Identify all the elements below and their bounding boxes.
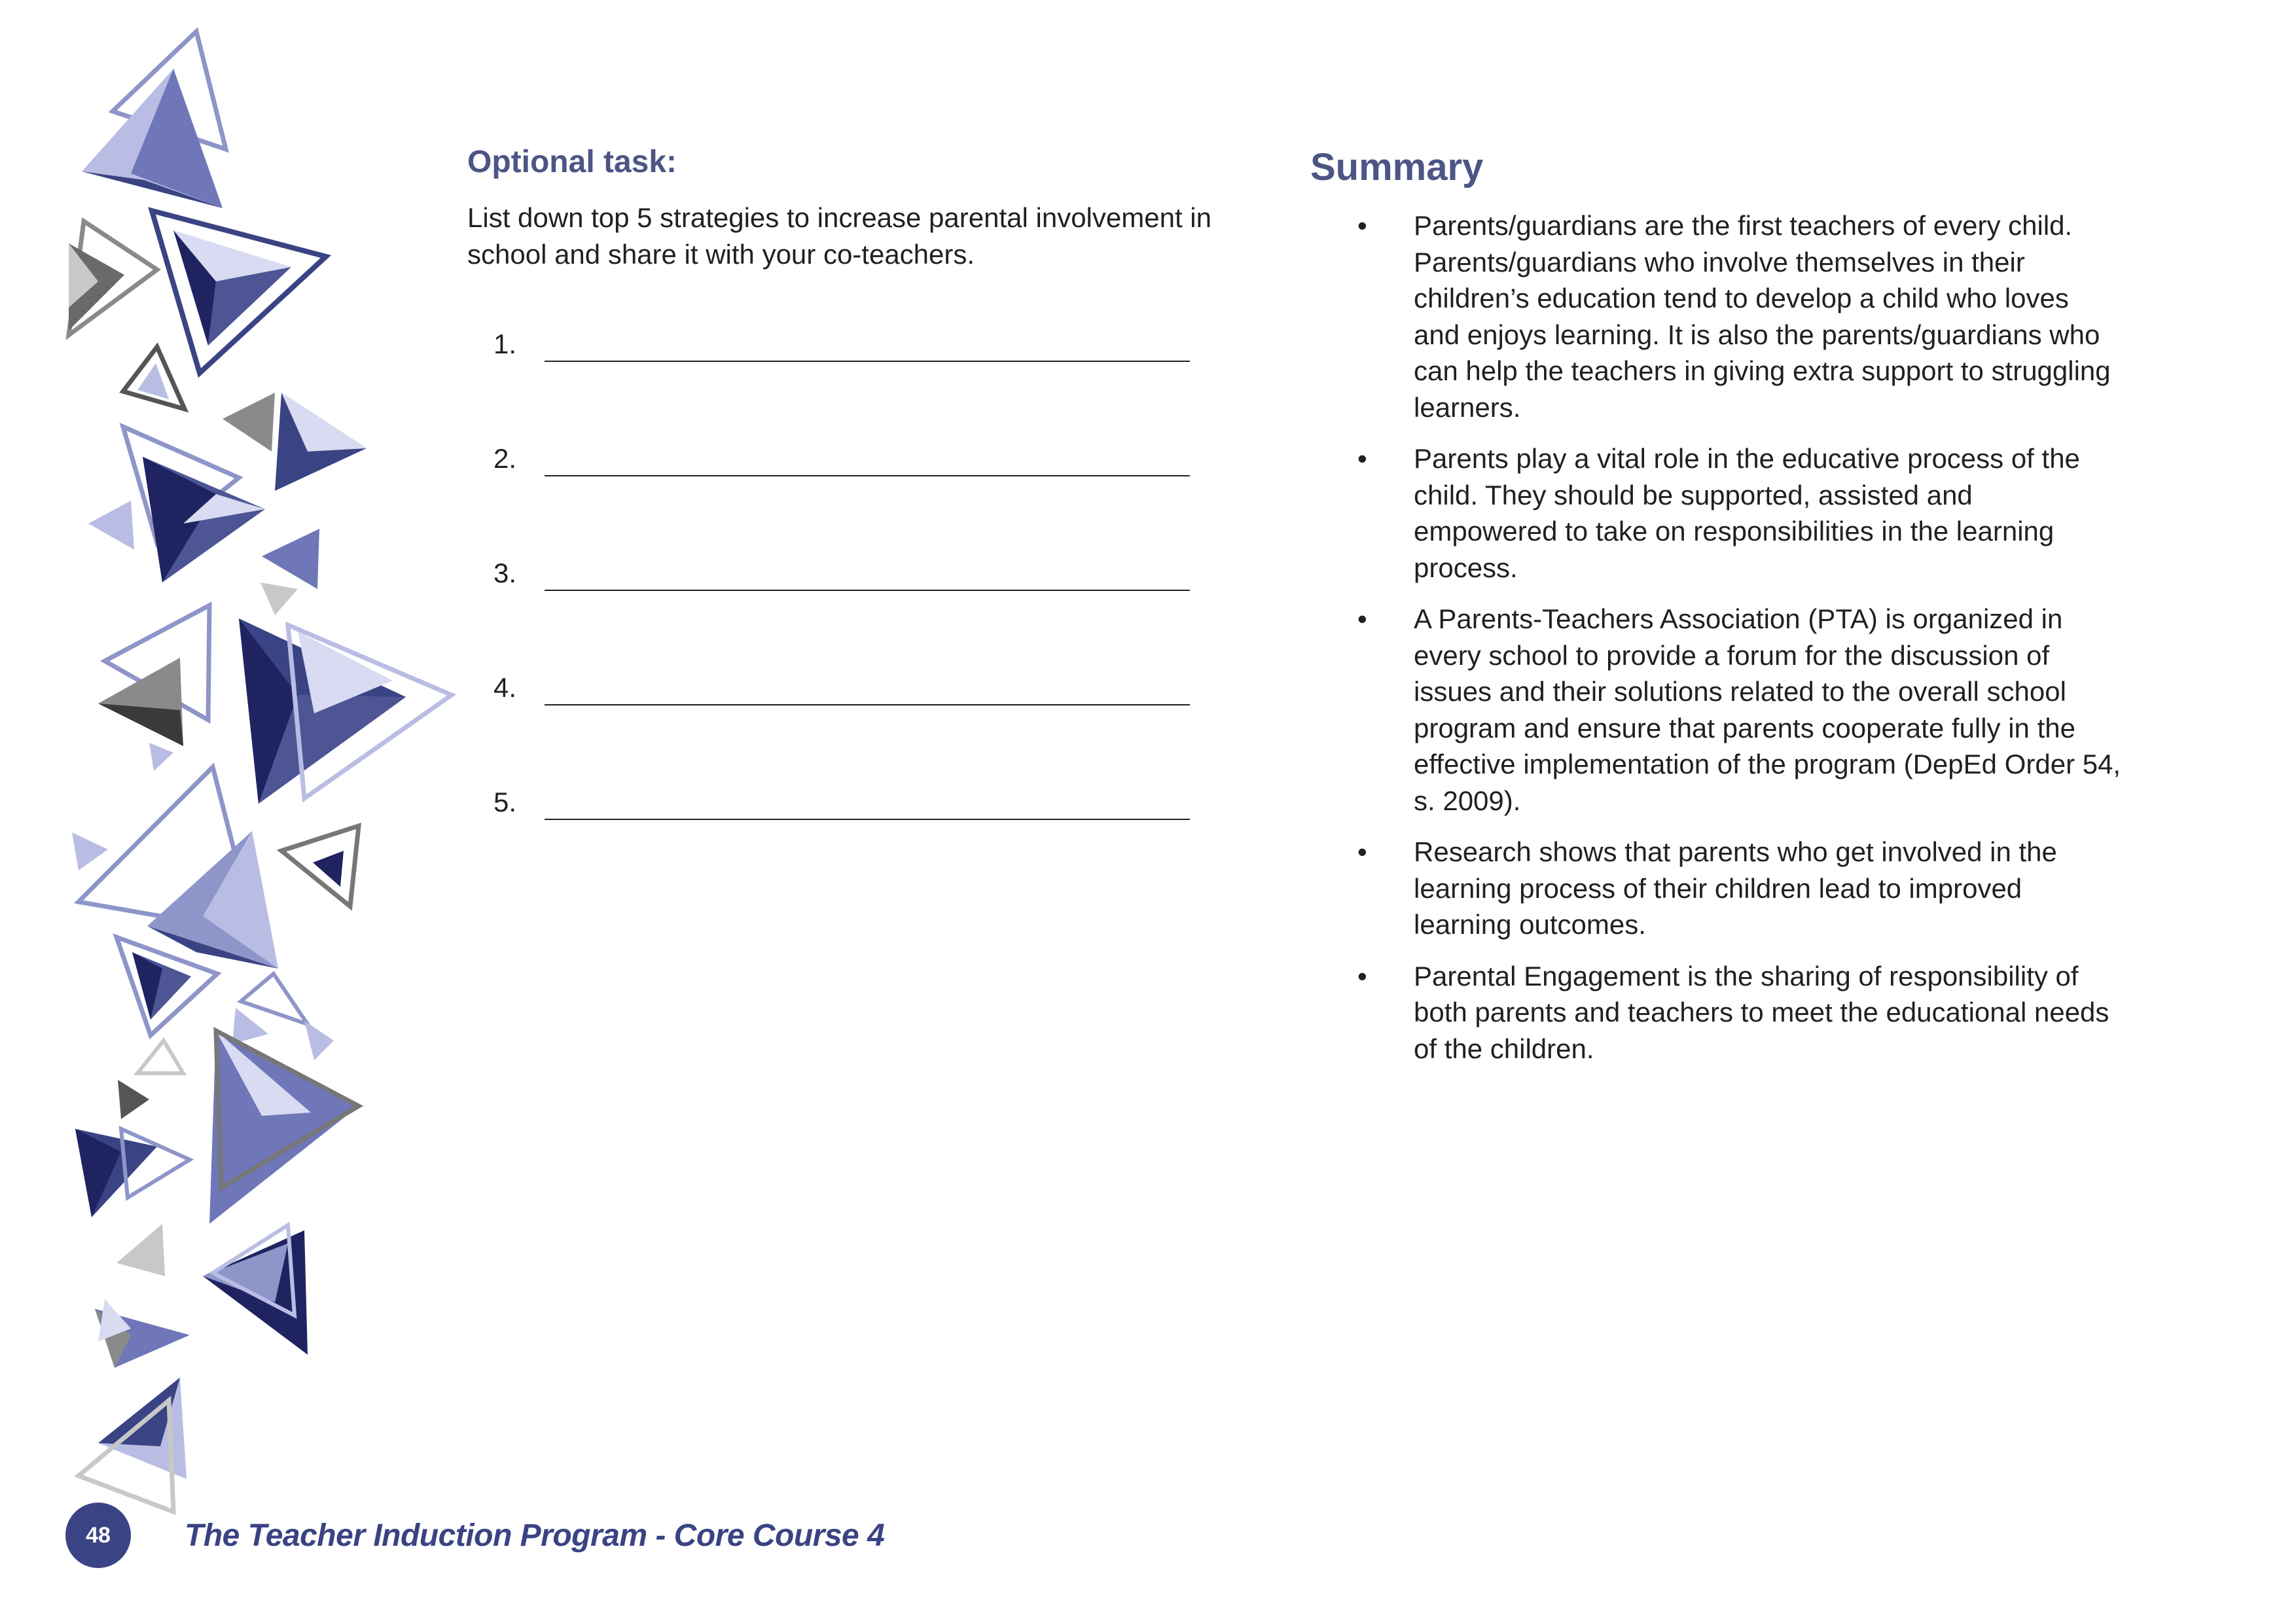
blank-line xyxy=(545,589,1190,591)
answer-blank-1 xyxy=(493,306,1253,358)
bullet-text: Parental Engagement is the sharing of responsibility of both parents and teachers to meet the educational needs of the children. xyxy=(1414,960,2109,1064)
bullet-icon: • xyxy=(1357,960,1367,991)
summary-bullet xyxy=(1310,834,2122,943)
blank-number: 2. xyxy=(493,443,517,474)
blank-number: 4. xyxy=(493,672,517,703)
optional-task-instruction: List down top 5 strategies to increase parental involvement in school and share it with your co-teachers. xyxy=(467,202,1211,270)
blank-number: 5. xyxy=(493,787,517,817)
bullet-icon: • xyxy=(1357,836,1367,867)
summary-section xyxy=(1310,145,2122,1082)
blank-line xyxy=(545,360,1190,362)
bullet-icon: • xyxy=(1357,443,1367,474)
summary-bullet xyxy=(1310,440,2122,586)
blank-line xyxy=(545,704,1190,705)
answer-blank-4 xyxy=(493,649,1253,702)
answer-blank-5 xyxy=(493,764,1253,816)
bullet-text: A Parents-Teachers Association (PTA) is organized in every school to provide a forum for the discussion of issues and their solutions related to the overall school program and ensure that parents cooperate fully in the effective implementation of the program (DepEd Order 54, s. 2009). xyxy=(1414,603,2121,816)
page-number-badge: 48 xyxy=(65,1503,131,1568)
page-footer xyxy=(65,1503,884,1568)
decorative-triangle-border xyxy=(0,0,471,1531)
bullet-icon: • xyxy=(1357,210,1367,241)
optional-task-section xyxy=(467,144,1253,878)
summary-bullet xyxy=(1310,958,2122,1067)
bullet-icon: • xyxy=(1357,603,1367,634)
blank-number: 1. xyxy=(493,329,517,359)
answer-blank-2 xyxy=(493,420,1253,473)
answer-blank-3 xyxy=(493,535,1253,587)
summary-heading: Summary xyxy=(1310,146,1484,188)
bullet-text: Parents/guardians are the first teachers of every child. Parents/guardians who involve themselves in their children’s education tend to develop a child who loves and enjoys learning. It is also the parents/guardians who can help the teachers in giving extra support to struggling learners. xyxy=(1414,210,2111,423)
answer-blanks-list xyxy=(493,306,1253,816)
summary-bullet xyxy=(1310,207,2122,425)
bullet-text: Research shows that parents who get involved in the learning process of their children lead to improved learning outcomes. xyxy=(1414,836,2057,940)
blank-number: 3. xyxy=(493,558,517,588)
summary-bullet-list xyxy=(1310,207,2122,1067)
optional-task-heading: Optional task: xyxy=(467,145,677,179)
blank-line xyxy=(545,474,1190,476)
blank-line xyxy=(545,818,1190,820)
footer-title: The Teacher Induction Program - Core Course 4 xyxy=(185,1518,885,1553)
summary-bullet xyxy=(1310,601,2122,819)
bullet-text: Parents play a vital role in the educative process of the child. They should be supported, assisted and empowered to take on responsibilities in the learning process. xyxy=(1414,443,2080,583)
